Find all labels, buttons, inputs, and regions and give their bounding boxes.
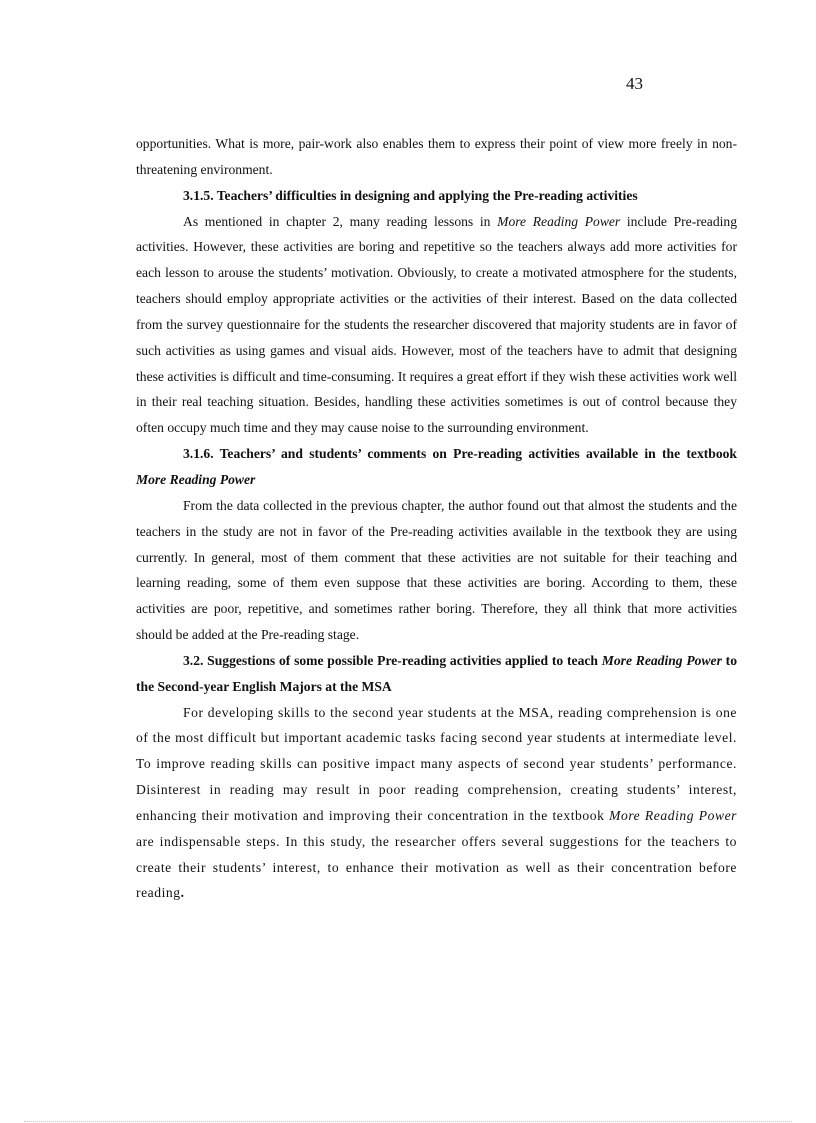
heading-text: 3.1.6. Teachers’ and students’ comments on Pre-reading activities available in the textbook [183,446,737,462]
section-heading-3-2 [136,648,737,700]
final-period: . [180,885,185,901]
paragraph-3-1-5 [136,209,737,442]
book-title: More Reading Power [136,471,256,487]
page-number: 43 [626,74,643,93]
section-heading-3-1-6 [136,441,737,493]
paragraph-continuation: opportunities. What is more, pair-work also enables them to express their point of view more freely in non-threatening environment. [136,136,737,177]
paragraph-text: As mentioned in chapter 2, many reading lessons in [183,213,498,229]
book-title: More Reading Power [609,807,737,823]
document-body [136,131,737,906]
paragraph-3-1-6: From the data collected in the previous chapter, the author found out that almost the students and the teachers in the study are not in favor of the Pre-reading activities available in the textbook they are using currently. In general, most of them comment that these activities are not suitable for their teaching and learning reading, some of them even suppose that these activities are boring. According to them, these activities are poor, repetitive, and sometimes rather boring. Therefore, they all think that more activities should be added at the Pre-reading stage. [136,497,737,643]
book-title: More Reading Power [601,652,722,668]
paragraph-text: For developing skills to the second year students at the MSA, reading comprehension is one of the most difficult but important academic tasks facing second year students at intermediate level. To improve reading skills can positive impact many aspects of second year students’ performance. Disinterest in reading may result in poor reading comprehension, creating students’ interest, enhancing their motivation and improving their concentration in the textbook [136,704,737,823]
section-heading-3-1-5: 3.1.5. Teachers’ difficulties in designing and applying the Pre-reading activities [183,187,638,203]
heading-text: 3.2. Suggestions of some possible Pre-reading activities applied to teach [183,652,602,668]
book-title: More Reading Power [497,213,621,229]
heading-text: to the Second-year English Majors at the MSA [136,652,737,694]
paragraph-text: are indispensable steps. In this study, the researcher offers several suggestions for the teachers to create their students’ interest, to enhance their motivation as well as their concentration before reading [136,833,737,901]
page-bottom-divider [24,1121,792,1122]
paragraph-3-2 [136,700,737,907]
paragraph-text: include Pre-reading activities. However, these activities are boring and repetitive so the teachers always add more activities for each lesson to arouse the students’ motivation. Obviously, to create a motivated atmosphere for the students, teachers should employ appropriate activities or the activities of their interest. Based on the data collected from the survey questionnaire for the students the researcher discovered that majority students are in favor of such activities as using games and visual aids. However, most of the teachers have to admit that designing these activities is difficult and time-consuming. It requires a great effort if they wish these activities work well in their real teaching situation. Besides, handling these activities sometimes is out of control because they often occupy much time and they may cause noise to the surrounding environment. [136,213,738,436]
